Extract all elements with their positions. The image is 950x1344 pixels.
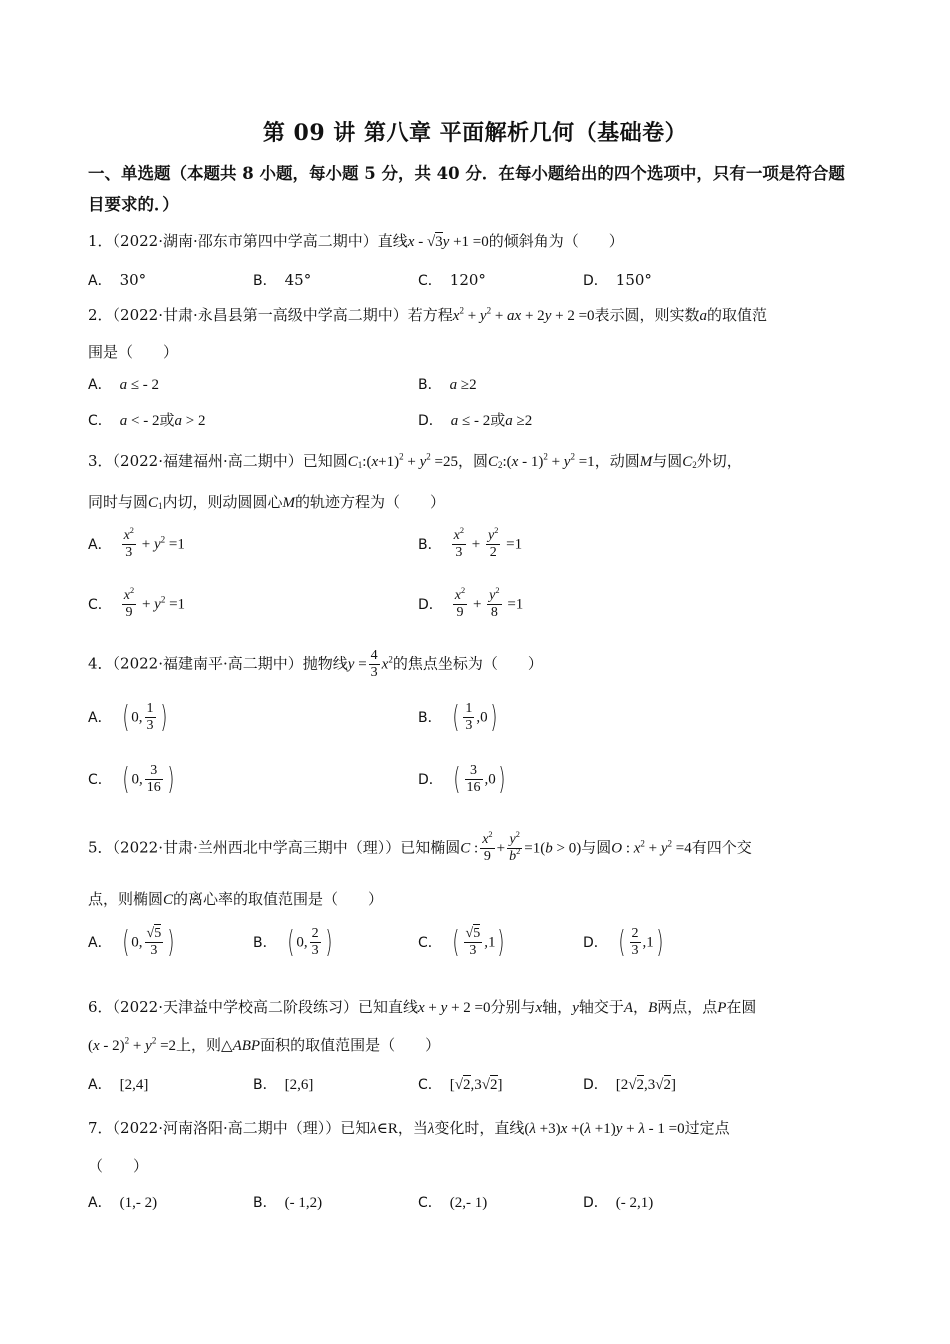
- option-b: B． $\frac{x^2}{3}$ + $\frac{y^2}{2}$ =1: [418, 526, 523, 561]
- question-2-line-2: 围是（ ）: [88, 343, 179, 361]
- question-number: 5．: [88, 838, 113, 857]
- option-d: D． a ≤ - 2或a ≥2: [418, 411, 533, 429]
- question-6: 6．（2022·天津益中学校高二阶段练习）已知直线x + y + 2 =0分别与x轴，y轴交于A，B两点，点P在圆: [88, 998, 757, 1016]
- question-5: 5．（2022·甘肃·兰州西北中学高三期中（理））已知椭圆C : $\frac{x^2}{9}$ + $\frac{y^2}{b^2}$ =1(b > 0)与圆O : $x^2 + y^2 =4$有四个交: [88, 830, 752, 865]
- question-number: 7．: [88, 1119, 113, 1137]
- option-d: D． $\frac{x^2}{9}$ + $\frac{y^2}{8}$ =1: [418, 586, 524, 621]
- option-b: B． a ≥2: [418, 377, 477, 393]
- option-d: D． ( $\frac{3}{16}$ ,0): [418, 762, 506, 797]
- page-title: 第 09 讲 第八章 平面解析几何（基础卷）: [262, 120, 688, 146]
- question-5-line-2: 点，则椭圆C的离心率的取值范围是（ ）: [88, 890, 384, 908]
- question-2: 2．（2022·甘肃·永昌县第一高级中学高二期中）若方程$x^2 + y^2$ + ax + 2y + 2 =0表示圆，则实数a的取值范: [88, 305, 768, 324]
- option-a: A． 30°: [88, 271, 147, 289]
- math-expression: x: [407, 234, 415, 250]
- option-d: D． [2√2,3√2]: [583, 1077, 676, 1093]
- option-a: A． ( 0, $\frac{√5}{3}$ ): [88, 925, 175, 960]
- option-a: A． ( 0, $\frac{1}{3}$ ): [88, 700, 167, 735]
- question-number: 4．: [88, 654, 113, 673]
- question-3-line-2: 同时与圆$C_1$内切，则动圆圆心M的轨迹方程为（ ）: [88, 493, 446, 511]
- option-c: C． ( $\frac{√5}{3}$ ,1): [418, 925, 505, 960]
- question-number: 3．: [88, 452, 113, 470]
- question-number: 2．: [88, 306, 113, 324]
- option-b: B． ( 0, $\frac{2}{3}$ ): [253, 925, 332, 960]
- question-7: 7．（2022·河南洛阳·高二期中（理））已知λ∈R，当λ变化时，直线(λ +3)x +(λ +1)y + λ - 1 =0过定点: [88, 1119, 730, 1137]
- question-7-line-2: （ ）: [88, 1157, 149, 1175]
- option-b: B． (- 1,2): [253, 1195, 323, 1211]
- option-a: A． $\frac{x^2}{3}$ + $y^2 =1$: [88, 526, 185, 561]
- question-source: （2022·福建福州·高二期中）已知圆: [112, 452, 348, 470]
- question-6-line-2: $(x - 2)^2 + y^2 =2$上，则△ABP面积的取值范围是（ ）: [88, 1035, 441, 1054]
- option-d: D． (- 2,1): [583, 1195, 654, 1211]
- question-number: 1．: [88, 232, 113, 250]
- option-d: D． 150°: [583, 271, 652, 289]
- question-source: （2022·河南洛阳·高二期中（理））已知: [112, 1119, 371, 1137]
- option-a: A． (1,- 2): [88, 1195, 158, 1211]
- option-b: B． 45°: [253, 271, 312, 289]
- option-b: B． [2,6]: [253, 1077, 314, 1093]
- question-4: 4．（2022·福建南平·高二期中）抛物线y = $\frac{4}{3}$ $x^2$的焦点坐标为（ ）: [88, 648, 543, 681]
- question-source: （2022·湖南·邵东市第四中学高二期中）直线: [112, 232, 408, 250]
- option-b: B． ( $\frac{1}{3}$ ,0): [418, 700, 497, 735]
- question-number: 6．: [88, 998, 113, 1016]
- question-3: 3．（2022·福建福州·高二期中）已知圆$C_1:(x+1)^2 + y^2 =25$，圆$C_2:(x - 1)^2 + y^2 =1$，动圆M与圆$C_2$外切，: [88, 451, 742, 470]
- option-c: C． $\frac{x^2}{9}$ + $y^2 =1$: [88, 586, 186, 621]
- option-a: A． a ≤ - 2: [88, 377, 160, 393]
- question-source: （2022·福建南平·高二期中）抛物线: [112, 654, 348, 673]
- option-c: C． a < - 2或a > 2: [88, 411, 206, 429]
- option-a: A． [2,4]: [88, 1077, 149, 1093]
- option-c: C． ( 0, $\frac{3}{16}$ ): [88, 762, 175, 797]
- question-source: （2022·天津益中学校高二阶段练习）已知直线: [112, 998, 418, 1016]
- section-header: 一、单选题（本题共 8 小题，每小题 5 分，共 40 分．在每小题给出的四个选项中，只有一项是符合题目要求的．）: [88, 164, 845, 214]
- option-c: C． (2,- 1): [418, 1195, 488, 1211]
- question-source: （2022·甘肃·永昌县第一高级中学高二期中）若方程: [112, 306, 453, 324]
- option-c: C． [√2,3√2]: [418, 1077, 503, 1093]
- option-d: D． ( $\frac{2}{3}$ ,1): [583, 925, 664, 960]
- question-1: 1．（2022·湖南·邵东市第四中学高二期中）直线x - √3y +1 =0的倾斜角为（ ）: [88, 232, 624, 250]
- question-source: （2022·甘肃·兰州西北中学高三期中（理））已知椭圆: [112, 838, 461, 857]
- option-c: C． 120°: [418, 271, 486, 289]
- question-tail: 的倾斜角为（ ）: [488, 232, 624, 250]
